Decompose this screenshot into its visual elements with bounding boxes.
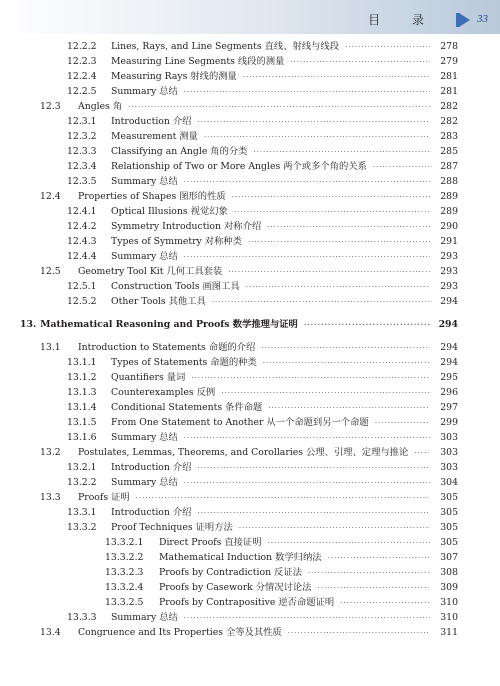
toc-entry-row [0,203,500,218]
toc-entry-page: 307 [440,552,458,563]
toc-entry-number: 12.3.4 [67,161,97,172]
toc-entry-page: 295 [440,372,458,383]
dot-leader [184,614,430,622]
toc-entry-number: 12.3.2 [67,131,97,142]
toc-entry-page: 282 [440,116,458,127]
toc-entry-title: Measuring Line Segments 线段的测量 [111,56,285,67]
toc-entry-row [0,173,500,188]
toc-entry-number: 13.2.2 [67,477,97,488]
toc-entry-row [0,609,500,624]
toc-entry-number: 13.3.2.5 [105,597,144,608]
toc-entry-row [0,188,500,203]
toc-entry-row [0,429,500,444]
toc-entry-number: 12.5.2 [67,296,97,307]
dot-leader [248,238,430,246]
toc-entry-title: Congruence and Its Properties 全等及其性质 [78,627,282,638]
toc-entry-title: Introduction 介绍 [111,507,192,518]
toc-entry-page: 283 [440,131,458,142]
toc-entry-number: 12.2.5 [67,86,97,97]
toc-entry-number: 13.1.5 [67,417,97,428]
toc-entry-number: 12.4.2 [67,221,97,232]
toc-entry-row [0,444,500,459]
dot-leader [197,509,430,517]
dot-leader [136,494,430,502]
toc-entry-title: Proofs by Contradiction 反证法 [159,567,302,578]
toc-entry-row [0,53,500,68]
toc-entry-page: 294 [440,342,458,353]
toc-entry-number: 12.2.3 [67,56,97,67]
dot-leader [228,268,430,276]
toc-entry-number: 13.3 [40,492,61,503]
toc-entry-row [0,339,500,354]
toc-entry-title: Direct Proofs 直接证明 [159,537,262,548]
toc-entry-number: 13.3.2.1 [105,537,144,548]
toc-entry-title: Introduction 介绍 [111,462,192,473]
toc-entry-number: 12.4.1 [67,206,97,217]
toc-entry-title: Proof Techniques 证明方法 [111,522,233,533]
dot-leader [197,118,430,126]
toc-entry-title: Summary 总结 [111,251,178,262]
toc-entry-title: Quantifiers 量词 [111,372,186,383]
toc-entry-number: 13.1 [40,342,61,353]
toc-entry-number: 13.1.1 [67,357,97,368]
dot-leader [184,479,430,487]
toc-entry-title: Lines, Rays, and Line Segments 直线、射线与线段 [111,41,340,52]
dot-leader [308,569,430,577]
toc-entry-title: Other Tools 其他工具 [111,296,206,307]
toc-entry-title: Mathematical Induction 数学归纳法 [159,552,322,563]
toc-entry-row [0,399,500,414]
toc-entry-row [0,384,500,399]
toc-entry-title: Summary 总结 [111,176,178,187]
toc-entry-number: 13.4 [40,627,61,638]
toc-entry-page: 293 [440,266,458,277]
toc-entry-page: 288 [440,176,458,187]
toc-entry-page: 282 [440,101,458,112]
toc-entry-row [0,68,500,83]
toc-entry-page: 291 [440,236,458,247]
toc-entry-page: 287 [440,161,458,172]
toc-entry-row [0,624,500,639]
dot-leader [191,374,430,382]
toc-chapter-row [0,316,500,331]
toc-entry-page: 305 [440,537,458,548]
toc-entry-row [0,579,500,594]
header-title: 目 录 [368,13,438,27]
dot-leader [184,88,430,96]
toc-entry-page: 290 [440,221,458,232]
toc-entry-page: 305 [440,492,458,503]
dot-leader [232,193,430,201]
dot-leader [184,253,430,261]
toc-entry-page: 289 [440,191,458,202]
dot-leader [246,283,430,291]
toc-entry-page: 311 [440,627,458,638]
dot-leader [253,148,430,156]
dot-leader [261,344,430,352]
toc-entry-row [0,354,500,369]
toc-entry-page: 281 [440,86,458,97]
toc-entry-number: 13.2.1 [67,462,97,473]
toc-entry-number: 12.4.3 [67,236,97,247]
toc-entry-number: 13.2 [40,447,61,458]
dot-leader [373,163,430,171]
toc-entry-title: Summary 总结 [111,86,178,97]
toc-entry-number: 12.5 [40,266,61,277]
toc-entry-number: 12.2.2 [67,41,97,52]
toc-entry-title: Symmetry Introduction 对称介绍 [111,221,262,232]
toc-entry-title: Proofs 证明 [78,492,130,503]
toc-entry-number: 12.3.5 [67,176,97,187]
dot-leader [267,223,430,231]
toc-entry-title: Postulates, Lemmas, Theorems, and Corollaries 公理、引理、定理与推论 [78,447,409,458]
toc-entry-row [0,143,500,158]
toc-entry-page: 294 [438,319,458,330]
toc-entry-row [0,113,500,128]
toc-entry-title: Proofs by Casework 分情况讨论法 [159,582,312,593]
toc-entry-title: Construction Tools 画图工具 [111,281,240,292]
toc-entry-row [0,564,500,579]
toc-entry-row [0,519,500,534]
toc-entry-row [0,158,500,173]
toc-entry-number: 13.3.1 [67,507,97,518]
toc-entry-page: 303 [440,462,458,473]
toc-entry-page: 289 [440,206,458,217]
toc-entry-title: Introduction 介绍 [111,116,192,127]
header-page-number: 33 [477,13,488,25]
toc-entry-number: 13.1.6 [67,432,97,443]
toc-entry-page: 305 [440,507,458,518]
toc-entry-number: 12.3 [40,101,61,112]
dot-leader [318,584,430,592]
toc-entry-title: Geometry Tool Kit 几何工具套装 [78,266,223,277]
dot-leader [263,359,430,367]
dot-leader [234,208,430,216]
dot-leader [340,599,430,607]
toc-entry-number: 13.1.4 [67,402,97,413]
toc-entry-title: Measurement 测量 [111,131,198,142]
toc-entry-number: 13.1.2 [67,372,97,383]
toc-entry-title: From One Statement to Another 从一个命题到另一个命题 [111,417,369,428]
toc-entry-title: Introduction to Statements 命题的介绍 [78,342,256,353]
toc-entry-row [0,459,500,474]
toc-entry-page: 305 [440,522,458,533]
toc-entry-number: 13.3.2 [67,522,97,533]
toc-entry-title: Summary 总结 [111,477,178,488]
dot-leader [288,629,430,637]
toc-entry-number: 12.5.1 [67,281,97,292]
toc-entry-number: 13.1.3 [67,387,97,398]
toc-entry-title: Measuring Rays 射线的测量 [111,71,237,82]
toc-entry-page: 310 [440,597,458,608]
toc-entry-row [0,594,500,609]
dot-leader [375,419,430,427]
toc-entry-row [0,248,500,263]
dot-leader [128,103,430,111]
toc-entry-row [0,83,500,98]
toc-entry-title: Optical Illusions 视觉幻象 [111,206,228,217]
toc-entry-page: 297 [440,402,458,413]
toc-entry-row [0,263,500,278]
toc-entry-number: 13. [20,319,37,330]
toc-entry-title: Classifying an Angle 角的分类 [111,146,248,157]
toc-entry-number: 12.3.1 [67,116,97,127]
toc-entry-title: Summary 总结 [111,612,178,623]
toc-entry-page: 281 [440,71,458,82]
dot-leader [290,58,430,66]
toc-entry-page: 309 [440,582,458,593]
toc-entry-page: 299 [440,417,458,428]
toc-entry-row [0,504,500,519]
dot-leader [345,43,430,51]
toc-entry-page: 303 [440,447,458,458]
toc-entry-title: Angles 角 [78,101,123,112]
dot-leader [184,178,430,186]
dot-leader [239,524,430,532]
toc-entry-number: 12.3.3 [67,146,97,157]
toc-entry-page: 278 [440,41,458,52]
toc-entry-title: Properties of Shapes 图形的性质 [78,191,226,202]
toc-entry-page: 294 [440,296,458,307]
dot-leader [221,389,430,397]
toc-entry-number: 12.4 [40,191,61,202]
toc-entry-number: 12.2.4 [67,71,97,82]
toc-entry-title: Conditional Statements 条件命题 [111,402,263,413]
dot-leader [414,449,430,457]
dot-leader [204,133,430,141]
dot-leader [328,554,430,562]
toc-entry-title: Types of Statements 命题的种类 [111,357,257,368]
toc-entry-page: 296 [440,387,458,398]
toc-entry-number: 13.3.2.4 [105,582,144,593]
toc-entry-title: Mathematical Reasoning and Proofs 数学推理与证明 [40,319,298,330]
dot-leader [197,464,430,472]
toc-entry-number: 12.4.4 [67,251,97,262]
dot-leader [243,73,430,81]
toc-entry-title: Types of Symmetry 对称种类 [111,236,242,247]
toc-entry-page: 310 [440,612,458,623]
toc-entry-page: 279 [440,56,458,67]
toc-entry-number: 13.3.2.2 [105,552,144,563]
dot-leader [304,320,430,329]
dot-leader [184,434,430,442]
toc-entry-page: 294 [440,357,458,368]
toc-entry-row [0,414,500,429]
toc-entry-title: Summary 总结 [111,432,178,443]
toc-entry-row [0,489,500,504]
dot-leader [268,404,430,412]
toc-entry-page: 308 [440,567,458,578]
toc-entry-row [0,98,500,113]
toc-entry-row [0,278,500,293]
dot-leader [268,539,430,547]
dot-leader [212,298,430,306]
toc-entry-page: 293 [440,281,458,292]
toc-entry-row [0,128,500,143]
toc-entry-title: Proofs by Contrapositive 逆否命题证明 [159,597,335,608]
toc-entry-number: 13.3.2.3 [105,567,144,578]
toc-entry-page: 285 [440,146,458,157]
toc-entry-row [0,233,500,248]
header-arrow-icon [459,13,470,27]
toc-entry-page: 304 [440,477,458,488]
toc-entry-row [0,293,500,308]
toc-entry-row [0,369,500,384]
toc-entry-row [0,38,500,53]
toc-entry-title: Counterexamples 反例 [111,387,216,398]
toc-entry-page: 293 [440,251,458,262]
toc-entry-row [0,534,500,549]
toc-entry-row [0,218,500,233]
toc-entry-row [0,474,500,489]
toc-entry-page: 303 [440,432,458,443]
toc-entry-number: 13.3.3 [67,612,97,623]
toc-entry-row [0,549,500,564]
toc-entry-title: Relationship of Two or More Angles 两个或多个角的关系 [111,161,367,172]
